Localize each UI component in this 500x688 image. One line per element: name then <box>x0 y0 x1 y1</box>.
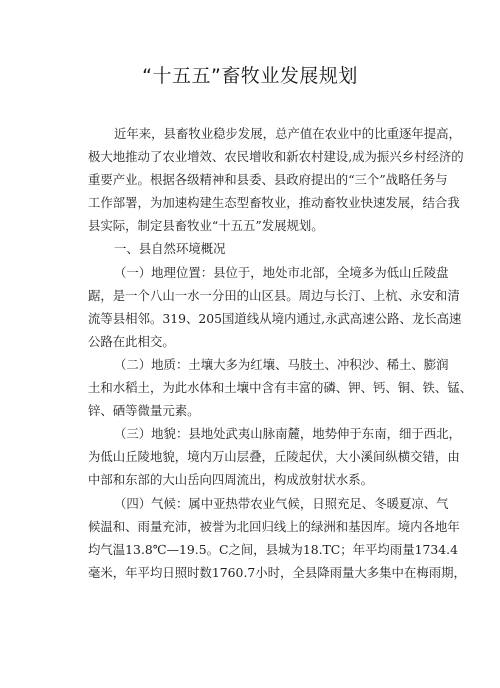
document-body <box>88 122 473 584</box>
body-line: 流等县相邻。319、205国道线从境内通过,永武高速公路、龙长高速 <box>88 310 462 326</box>
body-line: 候温和、雨量充沛，被誉为北回归线上的绿洲和基因库。境内各地年 <box>88 518 460 534</box>
body-line: 土和水稻土，为此水体和土壤中含有丰富的磷、钾、钙、铜、铁、锰、 <box>88 380 473 396</box>
body-line: 踞，是一个八山一水一分田的山区县。周边与长汀、上杭、永安和清 <box>88 287 460 303</box>
document-title: “十五五”畜牧业发展规划 <box>142 65 358 87</box>
body-line: （四）气候：属中亚热带农业气候，日照充足、冬暖夏凉、气 <box>114 495 449 511</box>
body-line: 公路在此相交。 <box>88 333 175 349</box>
body-line: 工作部署，为加速构建生态型畜牧业，推动畜牧业快速发展，结合我 <box>88 195 460 211</box>
body-line: （一）地理位置：县位于，地处市北部，全境多为低山丘陵盘 <box>114 264 449 280</box>
body-line: 中部和东部的大山岳向四周流出，构成放射状水系。 <box>88 472 373 488</box>
section-heading: 一、县自然环境概况 <box>114 241 226 257</box>
body-line: 极大地推动了农业增效、农民增收和新农村建设,成为振兴乡村经济的 <box>88 149 464 165</box>
body-line: （三）地貌：县地处武夷山脉南麓，地势伸于东南，细于西北， <box>114 426 461 442</box>
body-line: 重要产业。根据各级精神和县委、县政府提出的“三个”战略任务与 <box>88 172 448 188</box>
body-line: 县实际，制定县畜牧业“十五五”发展规划。 <box>88 218 324 234</box>
body-line: 近年来，县畜牧业稳步发展，总产值在农业中的比重逐年提高， <box>114 126 461 141</box>
body-line: 为低山丘陵地貌，境内万山层叠，丘陵起伏，大小溪间纵横交错，由 <box>88 449 460 465</box>
body-line: 锌、硒等微量元素。 <box>88 403 200 419</box>
body-line: （二）地质：土壤大多为红壤、马肢土、冲积沙、稀土、膨润 <box>114 356 449 372</box>
body-line: 毫米，年平均日照时数1760.7小时，全县降雨量大多集中在梅雨期， <box>88 564 466 580</box>
body-line: 均气温13.8℃—19.5。C之间，县城为18.TC；年平均雨量1734.4 <box>88 541 458 557</box>
